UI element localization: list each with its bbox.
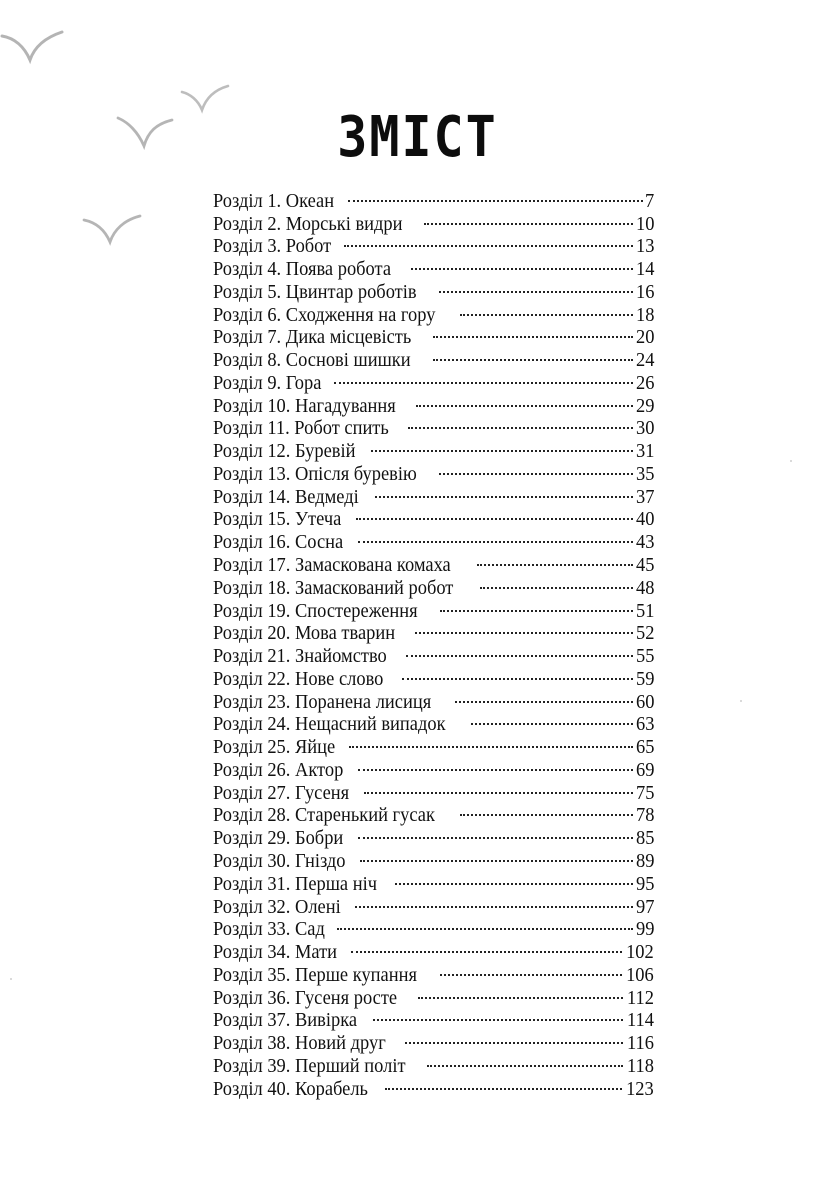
- toc-entry-title: Розділ 24. Нещасний випадок: [213, 713, 446, 736]
- toc-entry-page-number: 60: [635, 690, 654, 713]
- toc-entry-page-number: 48: [635, 576, 654, 599]
- toc-entry-title: Розділ 4. Поява робота: [213, 258, 392, 281]
- toc-entry-title: Розділ 19. Спостереження: [213, 599, 418, 622]
- dot-leader: [358, 525, 633, 548]
- toc-entry-title: Розділ 1. Океан: [213, 189, 335, 212]
- dot-leader: [373, 1004, 623, 1027]
- dot-leader: [405, 1026, 623, 1049]
- toc-entry-title: Розділ 8. Соснові шишки: [213, 349, 411, 372]
- toc-entry-page-number: 55: [635, 645, 654, 668]
- toc-entry-page-number: 69: [635, 758, 654, 781]
- dot-leader: [375, 480, 633, 503]
- toc-entry-page-number: 112: [627, 986, 654, 1009]
- toc-entry-title: Розділ 32. Олені: [213, 895, 341, 918]
- toc-entry-title: Розділ 28. Старенький гусак: [213, 804, 435, 827]
- dot-leader: [480, 571, 632, 594]
- dot-leader: [337, 913, 632, 936]
- dot-leader: [360, 844, 632, 867]
- table-of-contents: [213, 184, 654, 1100]
- toc-entry-page-number: 116: [627, 1032, 654, 1055]
- toc-entry-title: Розділ 18. Замаскований робот: [213, 576, 454, 599]
- dot-leader: [408, 412, 632, 435]
- toc-entry-page-number: 89: [635, 849, 654, 872]
- dot-leader: [385, 1072, 622, 1095]
- dot-leader: [351, 935, 622, 958]
- toc-entry: [213, 184, 654, 212]
- toc-entry-title: Розділ 33. Сад: [213, 918, 325, 941]
- dot-leader: [416, 389, 632, 412]
- toc-entry-page-number: 52: [635, 622, 654, 645]
- toc-entry-title: Розділ 23. Поранена лисиця: [213, 690, 432, 713]
- toc-entry-page-number: 20: [635, 326, 654, 349]
- toc-entry-page-number: 26: [635, 371, 654, 394]
- toc-entry-page-number: 10: [635, 212, 654, 235]
- toc-entry-title: Розділ 35. Перше купання: [213, 963, 417, 986]
- toc-entry-title: Розділ 30. Гніздо: [213, 849, 346, 872]
- toc-entry-page-number: 30: [635, 417, 654, 440]
- toc-entry-page-number: 75: [635, 781, 654, 804]
- dot-leader: [415, 617, 632, 640]
- toc-entry-page-number: 29: [635, 394, 654, 417]
- toc-entry-title: Розділ 12. Буревій: [213, 440, 356, 463]
- dot-leader: [395, 867, 632, 890]
- toc-entry-page-number: 85: [635, 827, 654, 850]
- toc-entry-page-number: 24: [635, 349, 654, 372]
- toc-entry-title: Розділ 21. Знайомство: [213, 645, 387, 668]
- dot-leader: [455, 685, 632, 708]
- toc-entry-page-number: 35: [635, 462, 654, 485]
- dot-leader: [349, 730, 633, 753]
- dot-leader: [402, 662, 632, 685]
- toc-entry-page-number: 40: [635, 508, 654, 531]
- dot-leader: [440, 958, 623, 981]
- toc-entry-title: Розділ 13. Опісля буревію: [213, 462, 417, 485]
- toc-entry-title: Розділ 20. Мова тварин: [213, 622, 396, 645]
- toc-entry-title: Розділ 31. Перша ніч: [213, 872, 378, 895]
- toc-entry-title: Розділ 2. Морські видри: [213, 212, 403, 235]
- toc-entry-page-number: 78: [635, 804, 654, 827]
- toc-entry-title: Розділ 29. Бобри: [213, 827, 344, 850]
- toc-entry-page-number: 45: [635, 554, 654, 577]
- toc-entry-title: Розділ 39. Перший політ: [213, 1054, 406, 1077]
- dot-leader: [471, 708, 632, 731]
- dot-leader: [334, 366, 633, 389]
- toc-entry-title: Розділ 3. Робот: [213, 235, 332, 258]
- toc-entry-page-number: 16: [635, 280, 654, 303]
- toc-entry-title: Розділ 38. Новий друг: [213, 1032, 386, 1055]
- toc-entry-page-number: 43: [635, 531, 654, 554]
- dot-leader: [411, 252, 633, 275]
- toc-entry-page-number: 37: [635, 485, 654, 508]
- toc-entry-title: Розділ 7. Дика місцевість: [213, 326, 412, 349]
- toc-entry-title: Розділ 16. Сосна: [213, 531, 344, 554]
- seagull-icon: [0, 28, 64, 68]
- paper-speck: [10, 978, 12, 980]
- toc-entry-title: Розділ 26. Актор: [213, 758, 344, 781]
- dot-leader: [433, 321, 632, 344]
- toc-entry-title: Розділ 11. Робот спить: [213, 417, 389, 440]
- dot-leader: [348, 184, 643, 207]
- toc-entry-page-number: 102: [626, 941, 654, 964]
- toc-entry-title: Розділ 25. Яйце: [213, 736, 336, 759]
- dot-leader: [406, 639, 632, 662]
- toc-entry-title: Розділ 27. Гусеня: [213, 781, 350, 804]
- toc-entry-page-number: 59: [635, 667, 654, 690]
- toc-entry-title: Розділ 34. Мати: [213, 941, 338, 964]
- dot-leader: [439, 457, 632, 480]
- toc-entry-page-number: 31: [635, 440, 654, 463]
- paper-speck: [790, 460, 792, 462]
- toc-entry-page-number: 106: [626, 963, 654, 986]
- toc-entry-page-number: 18: [635, 303, 654, 326]
- dot-leader: [427, 1049, 623, 1072]
- toc-entry-page-number: 95: [635, 872, 654, 895]
- toc-entry-page-number: 114: [627, 1009, 654, 1032]
- toc-entry-title: Розділ 6. Сходження на гору: [213, 303, 436, 326]
- dot-leader: [371, 434, 632, 457]
- dot-leader: [344, 230, 632, 253]
- dot-leader: [356, 503, 633, 526]
- toc-entry-title: Розділ 17. Замаскована комаха: [213, 554, 451, 577]
- toc-entry-page-number: 65: [635, 736, 654, 759]
- toc-entry-title: Розділ 5. Цвинтар роботів: [213, 280, 417, 303]
- toc-entry-page-number: 63: [635, 713, 654, 736]
- toc-entry-page-number: 13: [635, 235, 654, 258]
- toc-entry-title: Розділ 15. Утеча: [213, 508, 342, 531]
- toc-entry-page-number: 97: [635, 895, 654, 918]
- toc-entry-title: Розділ 36. Гусеня росте: [213, 986, 398, 1009]
- dot-leader: [439, 275, 632, 298]
- toc-entry-page-number: 51: [635, 599, 654, 622]
- toc-entry-page-number: 14: [635, 258, 654, 281]
- dot-leader: [460, 799, 633, 822]
- dot-leader: [440, 594, 632, 617]
- dot-leader: [477, 548, 632, 571]
- dot-leader: [433, 343, 633, 366]
- toc-entry-page-number: 118: [627, 1054, 654, 1077]
- dot-leader: [424, 207, 633, 230]
- toc-entry-title: Розділ 10. Нагадування: [213, 394, 396, 417]
- dot-leader: [358, 753, 633, 776]
- toc-entry-title: Розділ 37. Вивірка: [213, 1009, 358, 1032]
- page-title: ЗМІСТ: [337, 104, 498, 170]
- toc-entry-title: Розділ 40. Корабель: [213, 1077, 368, 1100]
- toc-entry-page-number: 7: [644, 189, 654, 212]
- toc-entry-title: Розділ 22. Нове слово: [213, 667, 384, 690]
- toc-entry-title: Розділ 14. Ведмеді: [213, 485, 359, 508]
- paper-speck: [740, 700, 742, 702]
- dot-leader: [364, 776, 632, 799]
- dot-leader: [355, 890, 633, 913]
- seagull-icon: [82, 208, 142, 248]
- toc-entry-title: Розділ 9. Гора: [213, 371, 322, 394]
- dot-leader: [460, 298, 632, 321]
- toc-entry-page-number: 99: [635, 918, 654, 941]
- dot-leader: [358, 821, 633, 844]
- dot-leader: [418, 981, 623, 1004]
- toc-entry-page-number: 123: [626, 1077, 654, 1100]
